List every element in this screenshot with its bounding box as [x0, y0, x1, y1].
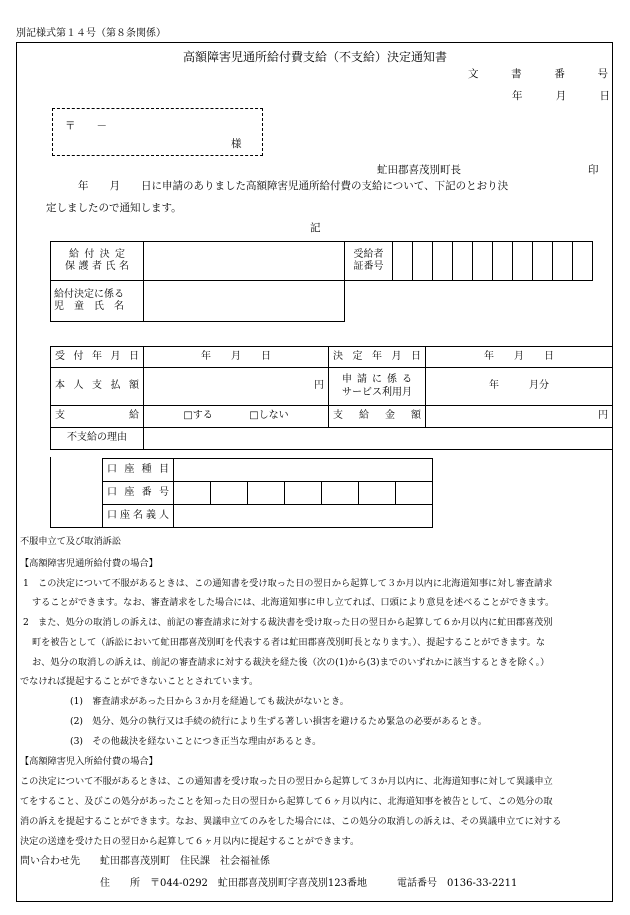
decision-date-field[interactable]: 年 月 日	[426, 347, 613, 368]
account-type-label: 口座種目	[103, 459, 174, 482]
account-holder-label: 口座名義人	[103, 505, 174, 528]
issue-date	[512, 90, 610, 103]
amount-label: 支給金額	[329, 406, 426, 428]
amount-field[interactable]	[426, 406, 613, 428]
account-holder-field[interactable]	[174, 505, 433, 528]
recipient-id-digit[interactable]	[473, 242, 493, 281]
service-month-field[interactable]: 年 月分	[426, 368, 613, 406]
docno-char: 書	[511, 68, 522, 80]
reason-field[interactable]	[144, 428, 613, 450]
note-paragraph: することができます。なお、審査請求をした場合には、北海道知事に申し立てれば、口頭により意見を述べることができます。	[32, 597, 555, 608]
appeal-notes	[20, 536, 612, 906]
seal-mark: 印	[588, 164, 599, 176]
contact-info: 問い合わせ先 虻田郡喜茂別町 住民課 社会福祉係	[20, 856, 270, 867]
account-digit[interactable]	[174, 482, 211, 505]
intro-text-line2: 定しましたので通知します。	[46, 202, 182, 214]
document-number	[468, 68, 608, 81]
note-paragraph: 2 また、処分の取消しの訴えは、前記の審査請求に対する裁決書を受け取った日の翌日から起算して６か月以内に虻田郡喜茂別	[23, 617, 553, 628]
guardian-label: 給付決定 保護者氏名	[51, 242, 144, 281]
bank-side-line	[50, 457, 51, 528]
address-box	[52, 108, 263, 156]
account-type-field[interactable]	[174, 459, 433, 482]
guardian-name-field[interactable]	[144, 242, 345, 281]
account-digit[interactable]	[396, 482, 433, 505]
note-paragraph: でなければ提起することができないこととされています。	[20, 676, 259, 687]
docno-char: 文	[468, 68, 479, 80]
note-item: (2) 処分、処分の執行又は手続の続行により生ずる著しい損害を避けるため緊急の必要があるとき。	[70, 716, 487, 727]
recipient-id-digit[interactable]	[573, 242, 593, 281]
section-heading: 【高額障害児通所給付費の場合】	[20, 558, 158, 569]
docno-char: 号	[597, 68, 608, 80]
recipient-id-digit[interactable]	[393, 242, 413, 281]
yen-unit: 円	[314, 380, 324, 392]
date-month: 月	[555, 90, 567, 102]
bank-bottom-line	[50, 527, 103, 528]
form-header: 別記様式第１４号（第８条関係）	[16, 28, 166, 39]
account-number-label: 口座番号	[103, 482, 174, 505]
pay-yes-checkbox[interactable]: □する	[183, 410, 213, 422]
note-paragraph: 1 この決定について不服があるときは、この通知書を受け取った日の翌日から起算して３か月以内に北海道知事に対し審査請求	[23, 578, 553, 589]
document-title: 高額障害児通所給付費支給（不支給）決定通知書	[182, 50, 447, 64]
recipient-table	[50, 241, 593, 322]
section-heading: 【高額障害児入所給付費の場合】	[20, 756, 158, 767]
yen-unit: 円	[598, 410, 608, 422]
account-digit[interactable]	[322, 482, 359, 505]
decision-table	[50, 346, 613, 450]
date-year: 年	[512, 90, 523, 102]
docno-char: 番	[554, 68, 565, 80]
intro-text-line1: 年 月 日に申請のありました高額障害児通所給付費の支給について、下記のとおり決	[78, 180, 509, 192]
postal-code: 〒 －	[65, 120, 107, 132]
payment-choice	[144, 406, 329, 428]
recipient-id-digit[interactable]	[433, 242, 453, 281]
note-paragraph: この決定について不服があるときは、この通知書を受け取った日の翌日から起算して３か月以内に、北海道知事に対して異議申立	[20, 776, 553, 787]
recipient-id-digit[interactable]	[493, 242, 513, 281]
honorific-sama: 様	[231, 138, 242, 150]
recipient-id-digit[interactable]	[453, 242, 473, 281]
account-digit[interactable]	[285, 482, 322, 505]
self-pay-field[interactable]	[144, 368, 329, 406]
child-name-field[interactable]	[144, 281, 345, 322]
sender-name: 虻田郡喜茂別町長	[377, 164, 461, 176]
note-paragraph: お、処分の取消しの訴えは、前記の審査請求に対する裁決を経た後（次の(1)から(3)までのいずれかに該当するときを除く。）	[32, 657, 550, 668]
note-item: (1) 審査請求があった日から３か月を経過しても裁決がないとき。	[70, 696, 349, 707]
self-pay-label: 本人支払額	[51, 368, 144, 406]
account-digit[interactable]	[359, 482, 396, 505]
pay-no-checkbox[interactable]: □しない	[249, 410, 289, 422]
service-month-label: 申請に係る サービス利用月	[329, 368, 426, 406]
account-digit[interactable]	[211, 482, 248, 505]
note-paragraph: 消の訴えを提起することができます。なお、異議申立てのみをした場合には、この処分の取消しの訴えは、その異議申立てに対する	[20, 816, 562, 827]
reason-label: 不支給の理由	[51, 428, 144, 450]
recipient-id-digit[interactable]	[553, 242, 573, 281]
account-digit[interactable]	[248, 482, 285, 505]
receipt-date-field[interactable]: 年 月 日	[144, 347, 329, 368]
note-paragraph: てをすること、及びこの処分があったことを知った日の翌日から起算して６ヶ月以内に、北海道知事を被告として、この処分の取	[20, 796, 553, 807]
note-paragraph: 町を被告として（訴訟において虻田郡喜茂別町を代表する者は虻田郡喜茂別町長となります。）、提起することができます。な	[32, 637, 546, 648]
bank-table	[102, 458, 433, 528]
recipient-id-digit[interactable]	[533, 242, 553, 281]
notes-heading: 不服申立て及び取消訴訟	[20, 536, 122, 547]
ki-heading: 記	[310, 222, 321, 234]
recipient-id-digit[interactable]	[513, 242, 533, 281]
child-label: 給付決定に係る 児 童 氏 名	[51, 281, 144, 322]
note-paragraph: 決定の送達を受けた日の翌日から起算して６ヶ月以内に提起することができます。	[20, 836, 360, 847]
contact-address: 住 所 〒044-0292 虻田郡喜茂別町字喜茂別123番地 電話番号 0136-33-2211	[100, 878, 518, 889]
recipient-id-label: 受給者 証番号	[345, 242, 393, 281]
decision-date-label: 決定年月日	[329, 347, 426, 368]
note-item: (3) その他裁決を経ないことにつき正当な理由があるとき。	[70, 736, 322, 747]
receipt-date-label: 受付年月日	[51, 347, 144, 368]
date-day: 日	[599, 90, 610, 102]
recipient-id-digit[interactable]	[413, 242, 433, 281]
payment-label: 支 給	[51, 406, 144, 428]
